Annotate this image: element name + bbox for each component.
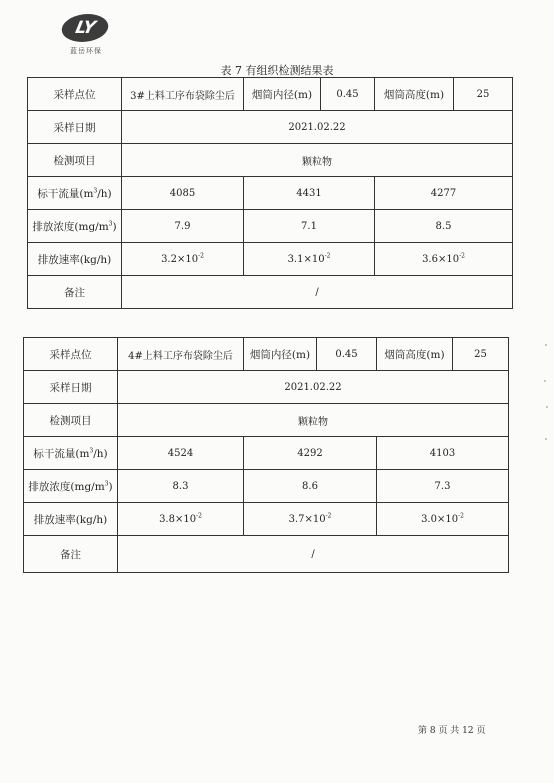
value-inner-diameter: 0.45 <box>317 338 377 371</box>
table-row <box>24 338 509 371</box>
value-flow-2: 4292 <box>244 437 377 470</box>
value-rate-3 <box>375 243 513 276</box>
value-concentration-2: 7.1 <box>244 210 375 243</box>
value-concentration-1: 8.3 <box>118 470 244 503</box>
rate-exp: -2 <box>198 252 204 260</box>
value-point: 3#上料工序布袋除尘后 <box>122 78 244 111</box>
logo-mark <box>59 14 111 42</box>
label-remark: 备注 <box>28 276 122 309</box>
value-flow-3: 4277 <box>375 177 513 210</box>
label-date: 采样日期 <box>24 371 118 404</box>
value-item: 颗粒物 <box>122 144 513 177</box>
table-row <box>24 437 509 470</box>
value-rate-2 <box>244 243 375 276</box>
table-row <box>24 503 509 536</box>
label-flow-exp: 3 <box>93 187 98 194</box>
label-conc-text: 排放浓度(mg/m <box>28 480 105 493</box>
value-remark: / <box>122 276 513 309</box>
rate-exp: -2 <box>458 512 464 520</box>
value-date: 2021.02.22 <box>122 111 513 144</box>
label-flow-unit: /h) <box>93 447 108 460</box>
value-height: 25 <box>453 338 509 371</box>
value-flow-3: 4103 <box>377 437 509 470</box>
company-logo <box>58 14 110 58</box>
label-rate: 排放速率(kg/h) <box>28 243 122 276</box>
value-flow-1: 4085 <box>122 177 244 210</box>
label-remark: 备注 <box>24 536 118 573</box>
table-row <box>28 276 513 309</box>
label-flow-text: 标干流量(m <box>33 447 90 460</box>
table-row <box>28 111 513 144</box>
rate-exp: -2 <box>196 512 202 520</box>
table-row <box>28 210 513 243</box>
table-row <box>24 536 509 573</box>
rate-exp: -2 <box>325 512 332 520</box>
label-conc-text: 排放浓度(mg/m <box>32 220 109 233</box>
table-caption: 表 7 有组织检测结果表 <box>220 64 334 77</box>
label-inner-diameter: 烟筒内径(m) <box>244 78 321 111</box>
label-item: 检测项目 <box>24 404 118 437</box>
label-flow <box>28 177 122 210</box>
rate-exp: -2 <box>459 252 465 260</box>
rate-base: 3.1×10 <box>287 253 325 265</box>
rate-base: 3.7×10 <box>288 513 326 525</box>
page-number: 第 8 页 共 12 页 <box>418 726 486 736</box>
table-row <box>28 243 513 276</box>
rate-base: 3.6×10 <box>422 253 460 265</box>
logo-text: 蓝岳环保 <box>70 47 102 55</box>
scan-marks <box>544 340 548 450</box>
result-table-1 <box>27 77 513 309</box>
result-table-2 <box>23 337 509 573</box>
value-concentration-3: 8.5 <box>375 210 513 243</box>
label-point: 采样点位 <box>28 78 122 111</box>
label-height: 烟筒高度(m) <box>377 338 453 371</box>
value-rate-3 <box>377 503 509 536</box>
table-row <box>28 177 513 210</box>
value-inner-diameter: 0.45 <box>321 78 375 111</box>
label-concentration <box>24 470 118 503</box>
value-concentration-1: 7.9 <box>122 210 244 243</box>
value-concentration-2: 8.6 <box>244 470 377 503</box>
logo-mark-text: LY <box>73 18 97 38</box>
value-height: 25 <box>454 78 513 111</box>
label-flow-exp: 3 <box>89 447 94 454</box>
value-flow-2: 4431 <box>244 177 375 210</box>
table-row <box>24 371 509 404</box>
label-rate: 排放速率(kg/h) <box>24 503 118 536</box>
table-row <box>28 144 513 177</box>
value-item: 颗粒物 <box>118 404 509 437</box>
label-height: 烟筒高度(m) <box>375 78 454 111</box>
value-concentration-3: 7.3 <box>377 470 509 503</box>
label-conc-unit: ) <box>108 480 113 493</box>
label-item: 检测项目 <box>28 144 122 177</box>
label-point: 采样点位 <box>24 338 118 371</box>
rate-base: 3.2×10 <box>161 253 199 265</box>
label-conc-unit: ) <box>112 220 117 233</box>
value-rate-2 <box>244 503 377 536</box>
value-flow-1: 4524 <box>118 437 244 470</box>
label-flow-text: 标干流量(m <box>37 187 94 200</box>
table-row <box>24 404 509 437</box>
label-conc-exp: 3 <box>104 480 109 487</box>
label-conc-exp: 3 <box>108 220 113 227</box>
label-inner-diameter: 烟筒内径(m) <box>244 338 317 371</box>
label-date: 采样日期 <box>28 111 122 144</box>
table-row <box>28 78 513 111</box>
rate-base: 3.8×10 <box>159 513 197 525</box>
value-rate-1 <box>118 503 244 536</box>
label-flow-unit: /h) <box>97 187 112 200</box>
value-remark: / <box>118 536 509 573</box>
value-rate-1 <box>122 243 244 276</box>
label-concentration <box>28 210 122 243</box>
table-row <box>24 470 509 503</box>
rate-exp: -2 <box>324 252 331 260</box>
rate-base: 3.0×10 <box>421 513 459 525</box>
value-date: 2021.02.22 <box>118 371 509 404</box>
label-flow <box>24 437 118 470</box>
value-point: 4#上料工序布袋除尘后 <box>118 338 244 371</box>
